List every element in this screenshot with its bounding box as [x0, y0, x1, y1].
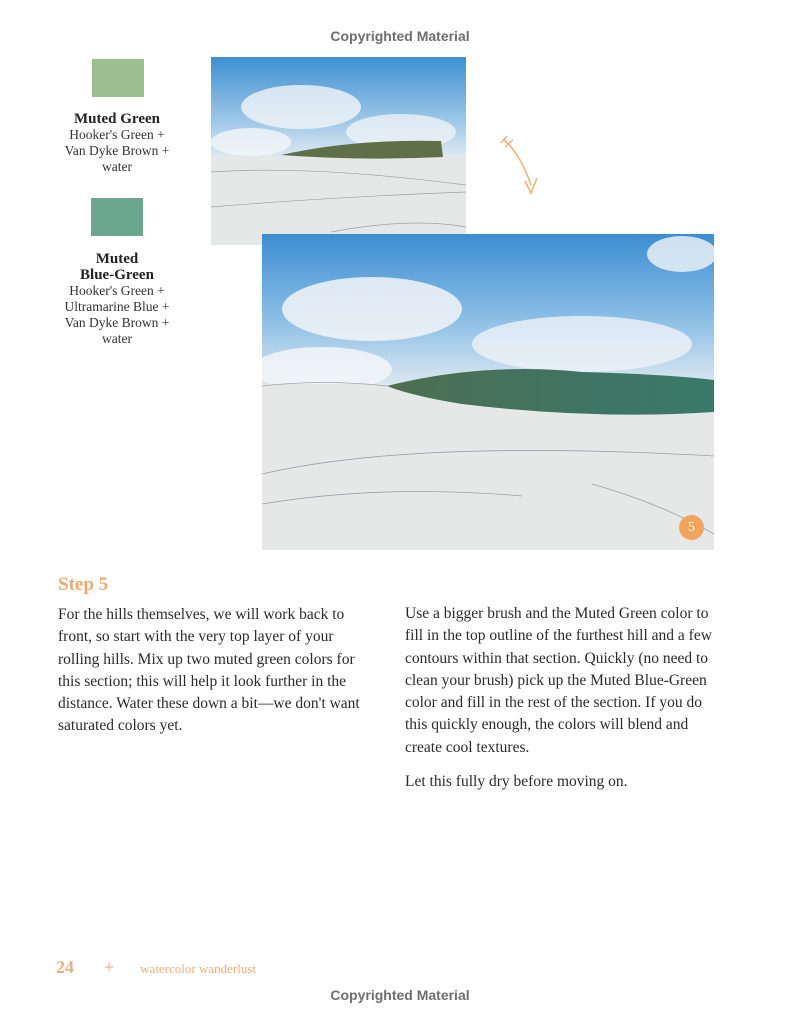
paragraph: Let this fully dry before moving on. — [405, 773, 628, 791]
paragraph: For the hills themselves, we will work back to front, so start with the very top layer of your rolling hills. Mix up two muted green colors for this section; this will help it look further in the distance. Water these down a bit—we don't want saturated colors yet. — [58, 606, 360, 735]
recipe-line: water — [102, 331, 132, 346]
copyright-watermark-bottom: Copyrighted Material — [330, 987, 470, 1003]
painting-step-5 — [262, 234, 714, 550]
muted-blue-green-swatch — [91, 198, 143, 236]
page-number: 24 — [56, 957, 74, 977]
step-heading: Step 5 — [58, 574, 109, 595]
page-footer — [56, 957, 256, 978]
left-column — [58, 604, 378, 750]
book-title: watercolor wanderlust — [140, 961, 257, 976]
swatch-name: Muted Green — [74, 111, 160, 127]
muted-blue-green-label — [40, 251, 194, 347]
swatch-name: Blue-Green — [80, 267, 154, 283]
muted-green-swatch — [92, 59, 144, 97]
arrow-icon — [495, 133, 545, 198]
swatch-name: Muted — [95, 251, 139, 267]
paragraph: Use a bigger brush and the Muted Green color to fill in the top outline of the furthest hill and a few contours within that section. Quickly (no need to clean your brush) pick up the Muted Blue-Green color and fill in the rest of the section. If you do this quickly enough, the colors will blend and create cool textures. — [405, 605, 712, 756]
recipe-line: Van Dyke Brown + — [64, 315, 170, 330]
right-column — [405, 603, 723, 805]
copyright-watermark-top: Copyrighted Material — [330, 28, 470, 44]
step-number-badge: 5 — [679, 515, 704, 540]
recipe-line: Hooker's Green + — [69, 283, 165, 298]
separator-icon: + — [104, 957, 115, 977]
recipe-line: water — [102, 159, 132, 174]
recipe-line: Ultramarine Blue + — [64, 299, 170, 314]
recipe-line: Van Dyke Brown + — [64, 143, 170, 158]
muted-green-label — [40, 111, 194, 175]
painting-previous-step — [211, 57, 466, 245]
recipe-line: Hooker's Green + — [69, 127, 165, 142]
